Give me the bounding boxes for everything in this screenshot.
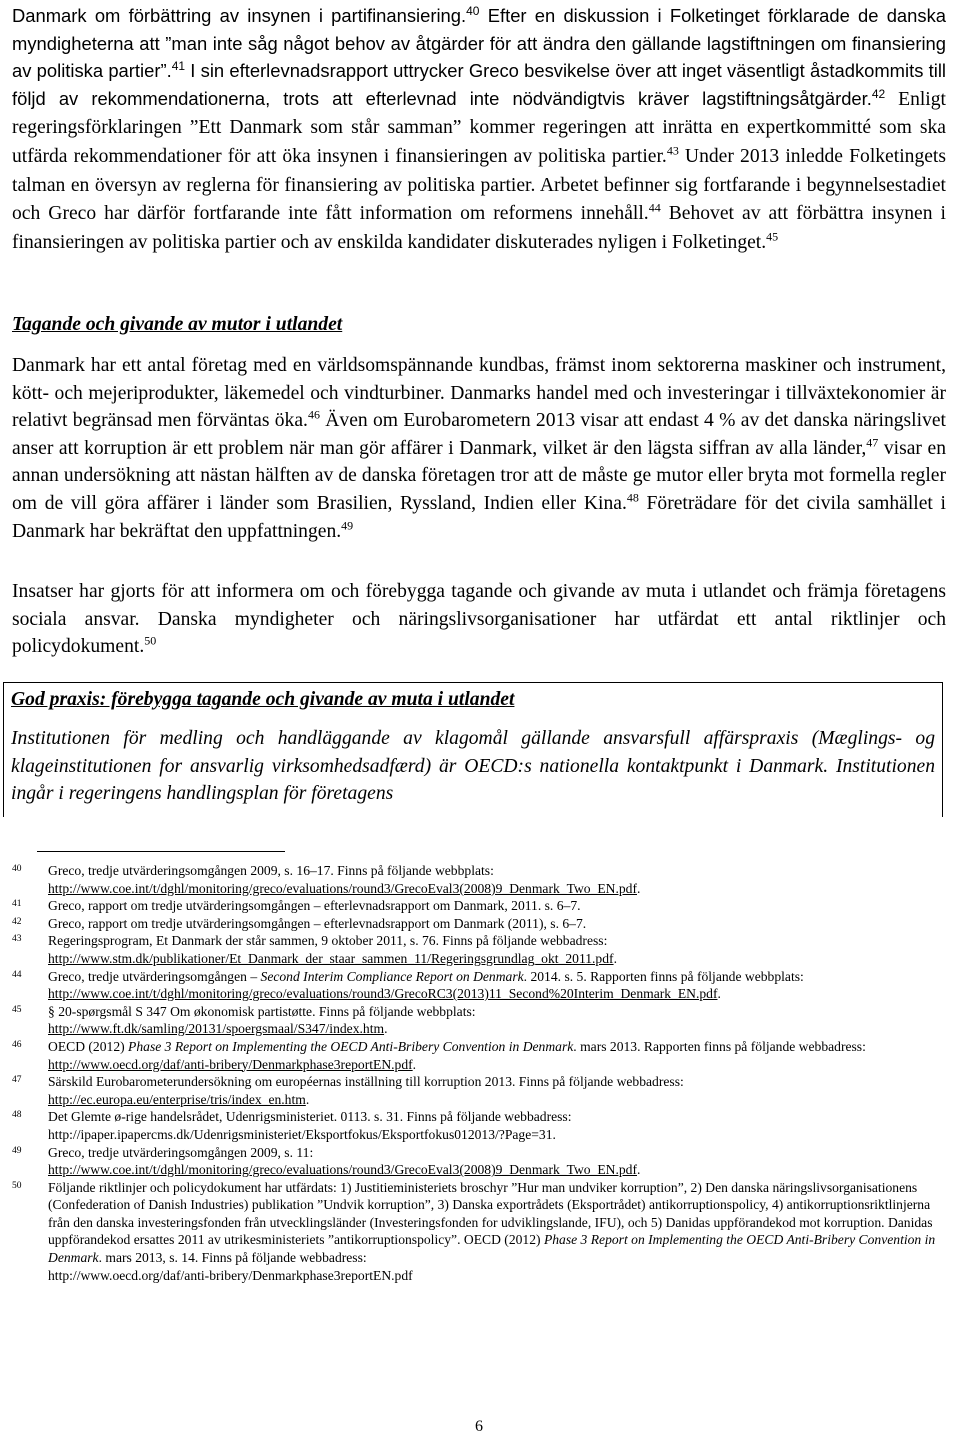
footnote-ref-48[interactable]: 48 [626, 490, 639, 505]
footnote-number: 47 [12, 1075, 22, 1086]
body-paragraph-party-financing [12, 2, 946, 256]
footnote-number: 43 [12, 934, 22, 945]
footnote-separator [37, 851, 285, 852]
footnote-number: 44 [12, 969, 22, 980]
footnote-40 [12, 862, 946, 897]
footnote-ref-45[interactable]: 45 [766, 229, 779, 244]
footnote-44 [12, 968, 946, 1003]
footnote-text: . [637, 880, 641, 896]
footnote-text: Regeringsprogram, Et Danmark der står sammen, 9 oktober 2011, s. 76. Finns på följande webbadress: [48, 933, 608, 949]
footnote-number: 49 [12, 1145, 22, 1156]
footnote-number: 45 [12, 1004, 22, 1015]
footnote-ref-42[interactable]: 42 [871, 86, 886, 101]
text-run: visar en annan undersökning att nästan hälften av de danska företagen tror att de måste ge mutor eller bryta mot formella regler om de vill göra affärer i länder som Brasilien, Ryssland, Indien eller Kina. [12, 437, 946, 514]
footnote-text: . [717, 986, 721, 1002]
footnote-italic-title: Phase 3 Report on Implementing the OECD Anti-Bribery Convention in Denmark [48, 1232, 936, 1266]
body-paragraph-prevention [12, 578, 946, 661]
text-run: Under 2013 inledde Folketingets talman en översyn av reglerna för finansiering av politiska partier. Arbetet befinner sig fortfarande i begynnelsestadiet och Greco har därför fortfarande inte fått information om reformens innehåll. [12, 145, 947, 225]
text-run: Efter en diskussion i Folketinget förklarade de danska myndigheterna att ”man inte såg något behov av åtgärder för att ändra den gällande lagstiftningen om finansiering av politiska partier”. [12, 5, 946, 82]
footnote-41 [12, 897, 946, 915]
footnote-text: Greco, tredje utvärderingsomgången 2009, s. 11: [48, 1144, 314, 1160]
box-title: God praxis: förebygga tagande och givande av muta i utlandet [11, 689, 515, 710]
footnote-url-text: http://www.oecd.org/daf/anti-bribery/Denmarkphase3reportEN.pdf [48, 1267, 413, 1283]
footnote-43 [12, 932, 946, 967]
footnote-ref-40[interactable]: 40 [466, 3, 480, 18]
footnote-text: Greco, tredje utvärderingsomgången 2009, s. 16–17. Finns på följande webbplats: [48, 863, 494, 878]
footnote-text: . mars 2013. Rapporten finns på följande webbadress: [573, 1038, 866, 1054]
footnote-text: § 20-spørgsmål S 347 Om økonomisk partistøtte. Finns på följande webbplats: [48, 1003, 476, 1019]
footnotes [12, 862, 946, 1284]
footnote-42 [12, 915, 946, 933]
body-paragraph-foreign-bribery [12, 352, 946, 545]
footnote-number: 46 [12, 1039, 22, 1050]
footnote-ref-43[interactable]: 43 [666, 143, 679, 158]
footnote-text: Särskild Eurobarometerundersökning om européernas inställning till korruption 2013. Finns på följande webbadress: [48, 1074, 684, 1090]
footnote-link[interactable]: http://www.coe.int/t/dghl/monitoring/greco/evaluations/round3/GrecoEval3(2008)9_Denmark_Two_EN.pdf [48, 880, 637, 896]
footnote-text: . [412, 1056, 417, 1072]
footnote-ref-47[interactable]: 47 [866, 435, 879, 450]
footnote-text: . mars 2013, s. 14. Finns på följande webbadress: [98, 1250, 367, 1266]
footnote-url-text: http://ipaper.ipapercms.dk/Udenrigsministeriet/Eksportfokus/Eksportfokus012013/?Page=31. [48, 1126, 556, 1142]
footnote-text: Greco, rapport om tredje utvärderingsomgången – efterlevnadsrapport om Danmark (2011), s. 6–7. [48, 915, 587, 931]
footnote-link[interactable]: http://www.stm.dk/publikationer/Et_Danmark_der_staar_sammen_11/Regeringsgrundlag_okt_2011.pdf [48, 950, 614, 966]
text-run: Danmark om förbättring av insynen i partifinansiering. [12, 5, 467, 26]
text-run: Behovet av att förbättra insynen i finansieringen av politiska partier och av enskilda kandidater diskuterades nyligen i Folketinget. [12, 203, 946, 253]
footnote-italic-title: Second Interim Compliance Report on Denmark [260, 968, 524, 984]
footnote-text: Det Glemte ø-rige handelsrådet, Udenrigsministeriet. 0113. s. 31. Finns på följande webbadress: [48, 1109, 572, 1125]
text-run: Insatser har gjorts för att informera om och förebygga tagande och givande av muta i utlandet och främja företagens sociala ansvar. Danska myndigheter och näringslivsorganisationer har utfärdat ett antal riktlinjer och policydokument. [12, 581, 946, 658]
footnote-text: Greco, tredje utvärderingsomgången – [48, 968, 261, 984]
footnote-46 [12, 1038, 946, 1073]
footnote-link[interactable]: http://ec.europa.eu/enterprise/tris/index_en.htm [48, 1091, 306, 1107]
footnote-45 [12, 1003, 946, 1038]
footnote-text: . [613, 950, 617, 966]
footnote-number: 42 [12, 916, 22, 927]
footnote-49 [12, 1144, 946, 1179]
footnote-text: . 2014. s. 5. Rapporten finns på följande webbplats: [523, 968, 804, 984]
footnote-number: 41 [12, 899, 22, 910]
footnote-text: Följande riktlinjer och policydokument har utfärdats: 1) Justitieministeriets broschyr ”Hur man undviker korruption”, 2) Den danska näringslivsorganisationens (Confederation of Danish Industries) publikation ”Undvik korruption”, 3) Danska exportrådets (Eksportrådet) antikorruptionspolicy, 4) antikorruptionsriktlinjerna från den danska investeringsfonden från utvecklingsländer (Investeringsfonden for udviklingslande, IFU), och 5) Danidas uppförandekod mot korruption. Danidas uppförandekod ersattes 2011 av utrikesministeriets ”antikorruptionspolicy”. OECD (2012) [48, 1179, 933, 1248]
footnote-50 [12, 1179, 946, 1285]
box-text: Institutionen för medling och handläggande av klagomål gällande ansvarsfull affärspraxis (Mæglings- og klageinstitutionen for ansvarlig virksomhedsadfærd) är OECD:s nationella kontaktpunkt i Danmark. Institutionen ingår i regeringens handlingsplan för företagens [11, 728, 935, 805]
footnote-ref-50[interactable]: 50 [144, 633, 157, 648]
footnote-link[interactable]: http://www.ft.dk/samling/20131/spoergsmaal/S347/index.htm [48, 1021, 385, 1037]
footnote-48 [12, 1108, 946, 1143]
footnote-number: 50 [12, 1180, 22, 1191]
footnote-text: Greco, rapport om tredje utvärderingsomgången – efterlevnadsrapport om Danmark, 2011. s. 6–7. [48, 898, 581, 914]
footnote-text: . [637, 1162, 641, 1178]
footnote-ref-44[interactable]: 44 [648, 200, 661, 215]
footnote-ref-46[interactable]: 46 [307, 407, 320, 422]
text-run: I sin efterlevnadsrapport uttrycker Greco besvikelse över att inget väsentligt åstadkommits till följd av rekommendationerna, trots att efterlevnad inte nödvändigtvis kräver lagstiftningsåtgärder. [12, 60, 946, 109]
footnote-ref-41[interactable]: 41 [171, 59, 186, 74]
footnote-number: 40 [12, 864, 22, 874]
good-practice-box [3, 682, 943, 817]
text-run: Danmark har ett antal företag med en världsomspännande kundbas, främst inom sektorerna maskiner och instrument, kött- och mejeriprodukter, läkemedel och vindturbiner. Danmarks handel med och investeringar i tillväxtekonomier är relativt begränsad men förväntas öka. [12, 355, 946, 432]
footnote-text: OECD (2012) [48, 1038, 129, 1054]
text-run: Företrädare för det civila samhället i Danmark har bekräftat den uppfattningen. [12, 492, 946, 542]
page-number: 6 [475, 1418, 483, 1435]
footnote-number: 48 [12, 1110, 22, 1121]
footnote-link[interactable]: http://www.oecd.org/daf/anti-bribery/Denmarkphase3reportEN.pdf [48, 1056, 413, 1072]
text-run: Enligt regeringsförklaringen ”Ett Danmark som står samman” kommer regeringen att inrätta en expertkommitté som ska utfärda rekommendationer för att öka insynen i finansieringen av politiska partier. [12, 88, 946, 167]
footnote-text: . [384, 1021, 388, 1037]
text-run: Även om Eurobarometern 2013 visar att endast 4 % av det danska näringslivet anser att korruption är ett problem när man gör affärer i Danmark, vilket är den lägsta siffran av alla länder, [12, 410, 947, 459]
footnote-ref-49[interactable]: 49 [341, 518, 354, 533]
footnote-italic-title: Phase 3 Report on Implementing the OECD Anti-Bribery Convention in Denmark [128, 1038, 574, 1054]
footnote-link[interactable]: http://www.coe.int/t/dghl/monitoring/greco/evaluations/round3/GrecoEval3(2008)9_Denmark_Two_EN.pdf [48, 1162, 637, 1178]
footnote-47 [12, 1073, 946, 1108]
section-heading: Tagande och givande av mutor i utlandet [12, 314, 343, 335]
footnote-link[interactable]: http://www.coe.int/t/dghl/monitoring/greco/evaluations/round3/GrecoRC3(2013)11_Second%20Interim_Denmark_EN.pdf [48, 986, 718, 1002]
footnote-text: . [305, 1091, 310, 1107]
